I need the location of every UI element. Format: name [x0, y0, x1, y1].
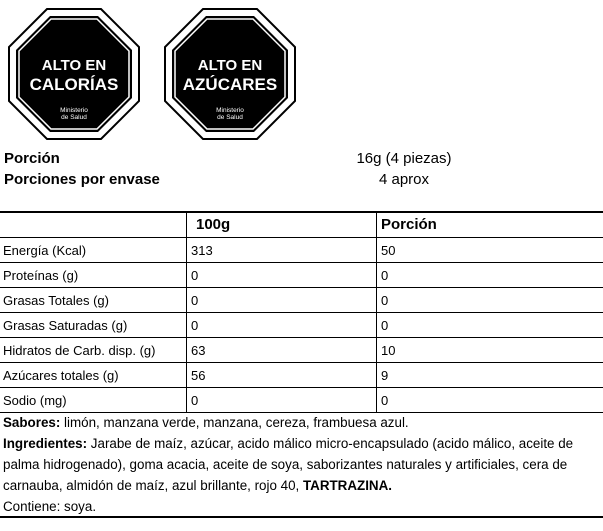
header-portion: Porción	[381, 216, 437, 233]
ingredients-text: Jarabe de maíz, azúcar, acido málico micro-encapsulado (acido málico, aceite de palma hidrogenado), goma acacia, aceite de soya, saborizantes naturales y artificiales, cera de carnauba, almidón de maíz, azul brillante, rojo 40,	[3, 436, 574, 493]
flavors-label: Sabores:	[3, 415, 61, 430]
portions-per-package-row	[4, 171, 600, 192]
seal-line1: ALTO EN	[197, 57, 263, 74]
value-portion: 0	[381, 268, 389, 283]
value-portion: 10	[381, 343, 396, 358]
ingredients-label: Ingredientes:	[3, 436, 88, 451]
ingredients-allergen: TARTRAZINA.	[302, 478, 392, 493]
table-row	[0, 388, 603, 413]
seal-ministry1: Ministerio	[60, 107, 88, 114]
value-portion: 0	[381, 318, 389, 333]
seal-ministry2: de Salud	[217, 114, 243, 121]
nutrient-name: Azúcares totales (g)	[3, 368, 119, 383]
table-row	[0, 288, 603, 313]
value-100g: 63	[191, 343, 206, 358]
value-portion: 50	[381, 243, 396, 258]
value-portion: 0	[381, 293, 389, 308]
nutrient-name: Sodio (mg)	[3, 393, 67, 408]
flavors-line	[3, 412, 601, 433]
seal-line2: AZÚCARES	[182, 75, 278, 94]
table-row	[0, 338, 603, 363]
portions-per-package-value: 4 aprox	[378, 171, 430, 188]
value-portion: 0	[381, 393, 389, 408]
nutrient-name: Grasas Saturadas (g)	[3, 318, 128, 333]
table-row	[0, 263, 603, 288]
seal-high-sugars	[164, 8, 296, 140]
table-row	[0, 238, 603, 263]
portion-row	[4, 150, 600, 171]
value-portion: 9	[381, 368, 389, 383]
flavors-text: limón, manzana verde, manzana, cereza, frambuesa azul.	[60, 415, 409, 430]
nutrient-name: Grasas Totales (g)	[3, 293, 109, 308]
seal-high-calories	[8, 8, 140, 140]
header-100g: 100g	[196, 216, 231, 233]
value-100g: 313	[191, 243, 213, 258]
stop-octagon-icon	[164, 8, 296, 140]
table-row	[0, 363, 603, 388]
bottom-divider	[0, 516, 603, 518]
value-100g: 0	[191, 318, 199, 333]
ingredients-text-block	[3, 433, 601, 496]
seal-line2: CALORÍAS	[29, 75, 119, 94]
value-100g: 0	[191, 393, 199, 408]
nutrient-name: Proteínas (g)	[3, 268, 79, 283]
value-100g: 56	[191, 368, 206, 383]
contains-line: Contiene: soya.	[3, 499, 97, 514]
nutrient-name: Hidratos de Carb. disp. (g)	[3, 343, 156, 358]
table-row	[0, 313, 603, 338]
warning-seals	[8, 8, 603, 148]
portion-label: Porción	[4, 150, 60, 167]
table-header	[0, 211, 603, 238]
nutrition-table	[0, 211, 603, 413]
value-100g: 0	[191, 293, 199, 308]
portion-value: 16g (4 piezas)	[356, 150, 452, 167]
seal-ministry2: de Salud	[61, 114, 87, 121]
seal-ministry1: Ministerio	[216, 107, 244, 114]
stop-octagon-icon	[8, 8, 140, 140]
ingredients-section	[3, 412, 601, 517]
portions-per-package-label: Porciones por envase	[4, 171, 160, 188]
value-100g: 0	[191, 268, 199, 283]
seal-line1: ALTO EN	[41, 57, 107, 74]
nutrient-name: Energía (Kcal)	[3, 243, 87, 258]
portion-info	[4, 150, 600, 192]
